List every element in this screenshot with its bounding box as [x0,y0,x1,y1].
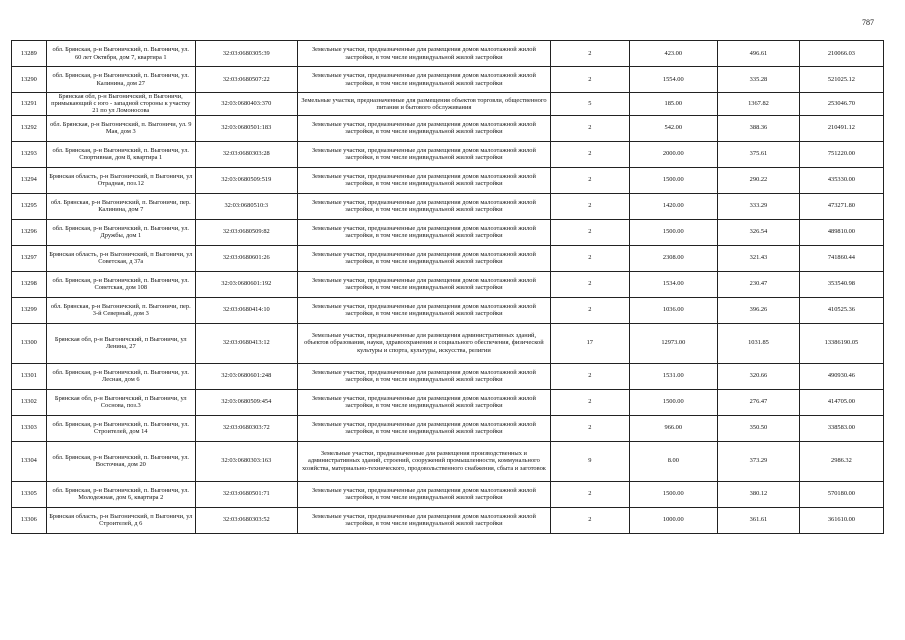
address-cell: обл. Брянская, р-н Выгоничский, п. Выгоничи, ул. 9 Мая, дом 3 [46,115,195,141]
land-use-cell: Земельные участки, предназначенные для размещения домов малоэтажной жилой застройки, в том числе индивидуальной жилой застройки [297,507,550,533]
area-cell: 185.00 [629,93,718,116]
specific-value-cell: 373.29 [718,441,800,481]
use-group-cell: 2 [551,167,629,193]
cadastral-value-cell: 473271.80 [799,193,883,219]
table-row [12,441,884,481]
use-group-cell: 2 [551,67,629,93]
specific-value-cell: 1031.85 [718,323,800,363]
cadastral-number-cell: 32:03:0680303:72 [195,415,297,441]
cadastral-number-cell: 32:03:0680413:12 [195,323,297,363]
table-row [12,271,884,297]
cadastral-value-cell: 13386190.05 [799,323,883,363]
specific-value-cell: 333.29 [718,193,800,219]
address-cell: Брянская область, р-н Выгоничский, п Выгоничи, ул Отрадная, поз.12 [46,167,195,193]
specific-value-cell: 350.50 [718,415,800,441]
address-cell: обл. Брянская, р-н Выгоничский, п. Выгоничи, ул. Калинина, дом 27 [46,67,195,93]
land-use-cell: Земельные участки, предназначенные для размещения домов малоэтажной жилой застройки, в том числе индивидуальной жилой застройки [297,245,550,271]
area-cell: 1534.00 [629,271,718,297]
specific-value-cell: 361.61 [718,507,800,533]
table-row [12,141,884,167]
land-use-cell: Земельные участки, предназначенные для размещения домов малоэтажной жилой застройки, в том числе индивидуальной жилой застройки [297,415,550,441]
use-group-cell: 2 [551,415,629,441]
row-number-cell: 13300 [12,323,47,363]
area-cell: 966.00 [629,415,718,441]
area-cell: 1500.00 [629,389,718,415]
row-number-cell: 13303 [12,415,47,441]
specific-value-cell: 396.26 [718,297,800,323]
row-number-cell: 13291 [12,93,47,116]
cadastral-value-cell: 435330.00 [799,167,883,193]
use-group-cell: 9 [551,441,629,481]
land-use-cell: Земельные участки, предназначенные для размещения производственных и административных зданий, строений, сооружений промышленности, коммунального хозяйства, материально-технического, продовольственного снабжения, сбыта и заготовок [297,441,550,481]
use-group-cell: 2 [551,481,629,507]
area-cell: 2000.00 [629,141,718,167]
address-cell: обл. Брянская, р-н Выгоничский, п. Выгоничи, ул. Спортивная, дом 8, квартира 1 [46,141,195,167]
table-row [12,41,884,67]
cadastral-value-cell: 210491.12 [799,115,883,141]
area-cell: 1531.00 [629,363,718,389]
land-use-cell: Земельные участки, предназначенные для размещения домов малоэтажной жилой застройки, в том числе индивидуальной жилой застройки [297,141,550,167]
row-number-cell: 13304 [12,441,47,481]
use-group-cell: 2 [551,389,629,415]
address-cell: Брянская обл, р-н Выгоничский, п Выгоничи, ул Соснова, поз.3 [46,389,195,415]
area-cell: 423.00 [629,41,718,67]
row-number-cell: 13301 [12,363,47,389]
area-cell: 542.00 [629,115,718,141]
use-group-cell: 2 [551,193,629,219]
cadastral-number-cell: 32:03:0680501:71 [195,481,297,507]
cadastral-value-cell: 361610.00 [799,507,883,533]
cadastral-number-cell: 32:03:0680303:163 [195,441,297,481]
address-cell: обл. Брянская, р-н Выгоничский, п. Выгоничи, ул. 60 лет Октября, дом 7, квартира 1 [46,41,195,67]
cadastral-value-table [11,40,884,534]
specific-value-cell: 230.47 [718,271,800,297]
land-use-cell: Земельные участки, предназначенные для размещения домов малоэтажной жилой застройки, в том числе индивидуальной жилой застройки [297,219,550,245]
table-row [12,115,884,141]
address-cell: Брянская обл, р-н Выгоничский, п Выгоничи, примыкающий с юго - западной стороны к участку 21 по ул Ломоносова [46,93,195,116]
table-row [12,507,884,533]
row-number-cell: 13302 [12,389,47,415]
cadastral-value-cell: 489810.00 [799,219,883,245]
table-row [12,323,884,363]
land-use-cell: Земельные участки, предназначенные для размещения домов малоэтажной жилой застройки, в том числе индивидуальной жилой застройки [297,481,550,507]
row-number-cell: 13299 [12,297,47,323]
specific-value-cell: 1367.82 [718,93,800,116]
area-cell: 1000.00 [629,507,718,533]
address-cell: обл. Брянская, р-н Выгоничский, п. Выгоничи, ул. Молодежная, дом 6, квартира 2 [46,481,195,507]
row-number-cell: 13297 [12,245,47,271]
use-group-cell: 2 [551,219,629,245]
row-number-cell: 13295 [12,193,47,219]
cadastral-number-cell: 32:03:0680303:52 [195,507,297,533]
table-row [12,481,884,507]
cadastral-number-cell: 32:03:0680601:248 [195,363,297,389]
table-row [12,415,884,441]
land-use-cell: Земельные участки, предназначенные для размещения домов малоэтажной жилой застройки, в том числе индивидуальной жилой застройки [297,193,550,219]
area-cell: 1554.00 [629,67,718,93]
specific-value-cell: 321.43 [718,245,800,271]
cadastral-number-cell: 32:03:0680601:192 [195,271,297,297]
cadastral-value-cell: 253046.70 [799,93,883,116]
table-body [12,41,884,534]
cadastral-value-cell: 410525.36 [799,297,883,323]
cadastral-value-cell: 353540.98 [799,271,883,297]
land-use-cell: Земельные участки, предназначенные для размещения домов малоэтажной жилой застройки, в том числе индивидуальной жилой застройки [297,167,550,193]
cadastral-value-cell: 751220.00 [799,141,883,167]
cadastral-number-cell: 32:03:0680507:22 [195,67,297,93]
specific-value-cell: 320.66 [718,363,800,389]
cadastral-number-cell: 32:03:0680510:3 [195,193,297,219]
address-cell: Брянская область, р-н Выгоничский, п Выгоничи, ул Строителей, д 6 [46,507,195,533]
cadastral-number-cell: 32:03:0680509:82 [195,219,297,245]
use-group-cell: 2 [551,41,629,67]
table-row [12,363,884,389]
specific-value-cell: 326.54 [718,219,800,245]
cadastral-number-cell: 32:03:0680403:370 [195,93,297,116]
page-number: 787 [862,18,874,27]
use-group-cell: 17 [551,323,629,363]
cadastral-number-cell: 32:03:0680509:519 [195,167,297,193]
cadastral-number-cell: 32:03:0680509:454 [195,389,297,415]
row-number-cell: 13294 [12,167,47,193]
land-use-cell: Земельные участки, предназначенные для размещения домов малоэтажной жилой застройки, в том числе индивидуальной жилой застройки [297,363,550,389]
land-use-cell: Земельные участки, предназначенные для размещения домов малоэтажной жилой застройки, в том числе индивидуальной жилой застройки [297,67,550,93]
land-use-cell: Земельные участки, предназначенные для размещения домов малоэтажной жилой застройки, в том числе индивидуальной жилой застройки [297,389,550,415]
cadastral-value-cell: 490930.46 [799,363,883,389]
row-number-cell: 13305 [12,481,47,507]
table-row [12,193,884,219]
area-cell: 12973.00 [629,323,718,363]
row-number-cell: 13306 [12,507,47,533]
land-use-cell: Земельные участки, предназначенные для размещения домов малоэтажной жилой застройки, в том числе индивидуальной жилой застройки [297,297,550,323]
address-cell: Брянская обл, р-н Выгоничский, п Выгоничи, ул Ленина, 27 [46,323,195,363]
row-number-cell: 13298 [12,271,47,297]
specific-value-cell: 290.22 [718,167,800,193]
area-cell: 8.00 [629,441,718,481]
use-group-cell: 2 [551,271,629,297]
row-number-cell: 13290 [12,67,47,93]
row-number-cell: 13296 [12,219,47,245]
table-row [12,297,884,323]
use-group-cell: 2 [551,363,629,389]
use-group-cell: 2 [551,245,629,271]
cadastral-value-cell: 414705.00 [799,389,883,415]
land-use-cell: Земельные участки, предназначенные для размещения домов малоэтажной жилой застройки, в том числе индивидуальной жилой застройки [297,115,550,141]
row-number-cell: 13289 [12,41,47,67]
use-group-cell: 2 [551,297,629,323]
table-row [12,167,884,193]
cadastral-value-cell: 521025.12 [799,67,883,93]
use-group-cell: 2 [551,141,629,167]
address-cell: обл. Брянская, р-н Выгоничский, п. Выгоничи, пер. Калинина, дом 7 [46,193,195,219]
land-use-cell: Земельные участки, предназначенные для размещения домов малоэтажной жилой застройки, в том числе индивидуальной жилой застройки [297,41,550,67]
address-cell: обл. Брянская, р-н Выгоничский, п. Выгоничи, ул. Восточная, дом 20 [46,441,195,481]
cadastral-value-cell: 570180.00 [799,481,883,507]
use-group-cell: 2 [551,115,629,141]
table-row [12,219,884,245]
table-row [12,389,884,415]
area-cell: 2308.00 [629,245,718,271]
area-cell: 1420.00 [629,193,718,219]
cadastral-number-cell: 32:03:0680501:183 [195,115,297,141]
address-cell: обл. Брянская, р-н Выгоничский, п. Выгоничи, ул. Лесная, дом 6 [46,363,195,389]
use-group-cell: 2 [551,507,629,533]
table-row [12,67,884,93]
area-cell: 1036.00 [629,297,718,323]
address-cell: Брянская область, р-н Выгоничский, п Выгоничи, ул Советская, д 37а [46,245,195,271]
land-use-cell: Земельные участки, предназначенные для размещения домов малоэтажной жилой застройки, в том числе индивидуальной жилой застройки [297,271,550,297]
cadastral-number-cell: 32:03:0680601:26 [195,245,297,271]
specific-value-cell: 496.61 [718,41,800,67]
address-cell: обл. Брянская, р-н Выгоничский, п. Выгоничи, ул. Строителей, дом 14 [46,415,195,441]
address-cell: обл. Брянская, р-н Выгоничский, п. Выгоничи, ул. Дружбы, дом 1 [46,219,195,245]
cadastral-value-cell: 741860.44 [799,245,883,271]
cadastral-number-cell: 32:03:0680414:10 [195,297,297,323]
area-cell: 1500.00 [629,481,718,507]
address-cell: обл. Брянская, р-н Выгоничский, п. Выгоничи, ул. Советская, дом 108 [46,271,195,297]
specific-value-cell: 388.36 [718,115,800,141]
address-cell: обл. Брянская, р-н Выгоничский, п. Выгоничи, пер. 3-й Северный, дом 3 [46,297,195,323]
area-cell: 1500.00 [629,167,718,193]
specific-value-cell: 335.28 [718,67,800,93]
area-cell: 1500.00 [629,219,718,245]
cadastral-value-cell: 2986.32 [799,441,883,481]
row-number-cell: 13292 [12,115,47,141]
row-number-cell: 13293 [12,141,47,167]
land-use-cell: Земельные участки, предназначенные для размещения объектов торговли, общественного питания и бытового обслуживания [297,93,550,116]
specific-value-cell: 375.61 [718,141,800,167]
specific-value-cell: 276.47 [718,389,800,415]
table-row [12,245,884,271]
land-use-cell: Земельные участки, предназначенные для размещения административных зданий, объектов образования, науки, здравоохранения и социального обеспечения, физической культуры и спорта, культуры, искусства, религии [297,323,550,363]
specific-value-cell: 380.12 [718,481,800,507]
cadastral-value-cell: 338583.00 [799,415,883,441]
table-row [12,93,884,116]
cadastral-number-cell: 32:03:0680303:28 [195,141,297,167]
cadastral-number-cell: 32:03:0680305:39 [195,41,297,67]
cadastral-value-cell: 210066.03 [799,41,883,67]
use-group-cell: 5 [551,93,629,116]
